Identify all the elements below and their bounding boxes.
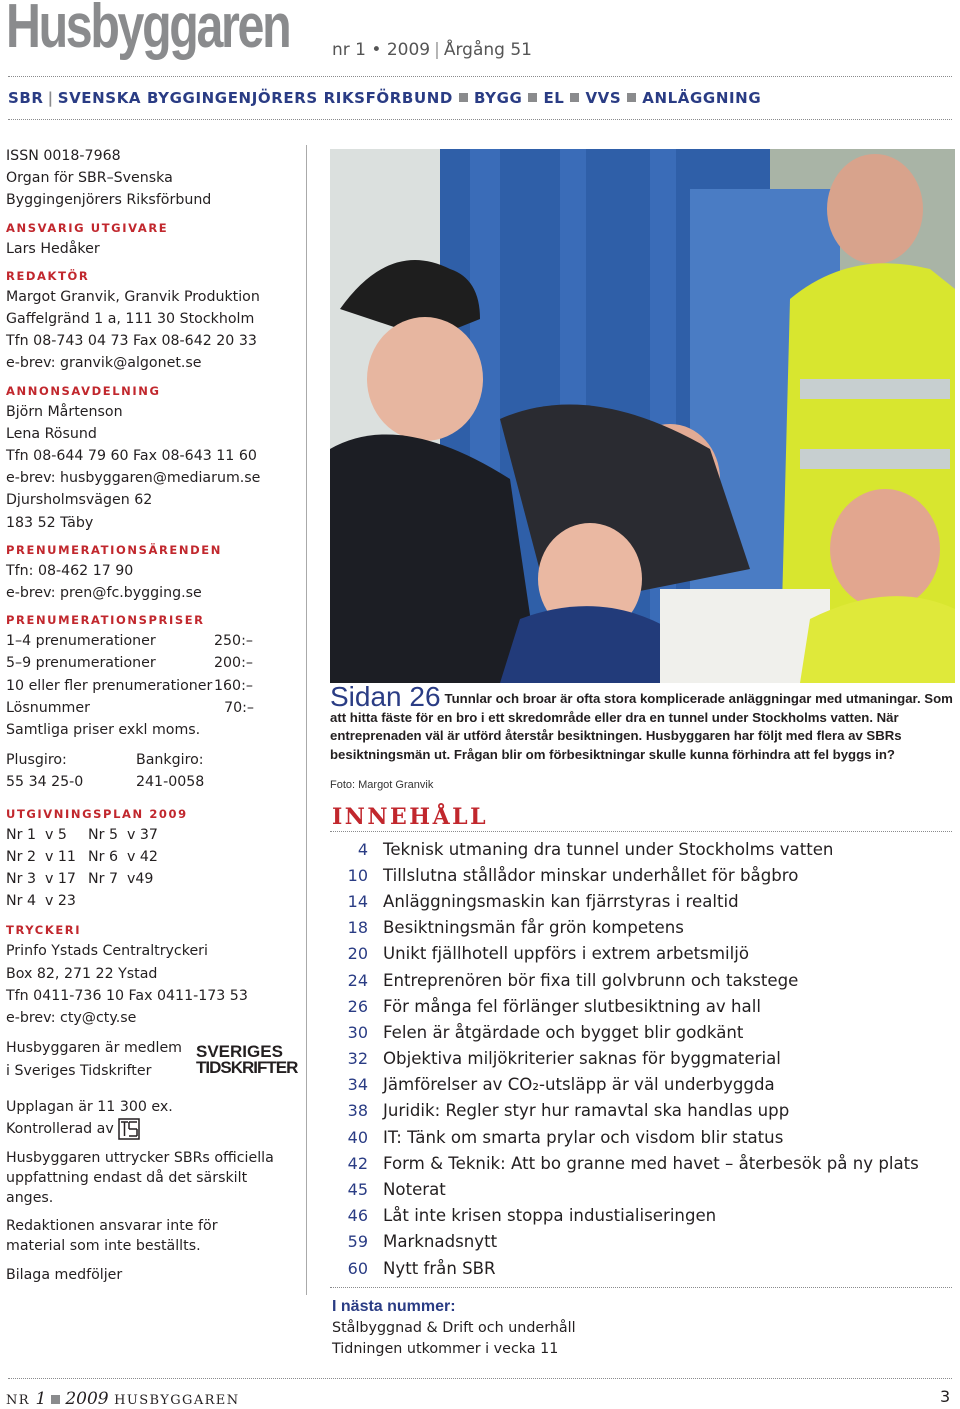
masthead: Husbyggaren (6, 0, 290, 61)
print-line: Prinfo Ystads Centraltryckeri (6, 943, 208, 960)
sveriges-tidskrifter-logo: SVERIGES TIDSKRIFTER (196, 1041, 298, 1077)
toc-item[interactable] (330, 1124, 950, 1150)
toc-page-number: 18 (347, 918, 368, 938)
toc-item[interactable] (330, 1176, 950, 1202)
column-divider (306, 145, 307, 1295)
bullet-icon (459, 93, 468, 102)
plan-row: Nr 4 v 23 (6, 893, 76, 910)
toc-article-title: Låt inte krisen stoppa industialiseringen (383, 1206, 717, 1226)
toc-article-title: Felen är åtgärdade och bygget blir godkänt (383, 1022, 744, 1042)
toc-article-title: Noterat (383, 1180, 446, 1200)
organ-line: Organ för SBR–Svenska (6, 170, 173, 187)
issue-info: nr 1 • 2009 | Årgång 51 (332, 40, 532, 60)
toc-article-title: Nytt från SBR (383, 1258, 496, 1278)
next-issue-line: Stålbyggnad & Drift och underhåll (332, 1320, 576, 1336)
toc-item[interactable] (330, 993, 950, 1019)
ts-logo-icon (118, 1118, 140, 1140)
ads-line: Tfn 08-644 79 60 Fax 08-643 11 60 (6, 448, 257, 465)
print-line: Box 82, 271 22 Ystad (6, 965, 158, 982)
sector-vvs: VVS (585, 89, 622, 107)
toc-item[interactable] (330, 1019, 950, 1045)
footer-folio: NR 1 2009 HUSBYGGAREN (6, 1389, 240, 1409)
toc-item[interactable] (330, 1072, 950, 1098)
sector-anlaggning: ANLÄGGNING (642, 89, 762, 107)
official-line: Husbyggaren uttrycker SBRs officiella (6, 1150, 274, 1167)
toc-article-title: Entreprenören bör fixa till golvbrunn och takstege (383, 970, 799, 990)
editor-line: Tfn 08-743 04 73 Fax 08-642 20 33 (6, 333, 257, 350)
supplement: Bilaga medföljer (6, 1267, 123, 1284)
prices-note: Samtliga priser exkl moms. (6, 722, 201, 739)
subscription-email[interactable]: e-brev: pren@fc.bygging.se (6, 585, 202, 602)
page-number: 3 (940, 1387, 951, 1406)
price-row: Lösnummer 70:– (6, 699, 254, 716)
disclaimer-line: Redaktionen ansvarar inte för (6, 1218, 218, 1235)
editor-heading: REDAKTÖR (6, 268, 90, 283)
svg-text:TS: TS (128, 1133, 131, 1135)
publisher-name: Lars Hedåker (6, 240, 100, 257)
publisher-heading: ANSVARIG UTGIVARE (6, 220, 169, 235)
print-line: Tfn 0411-736 10 Fax 0411-173 53 (6, 987, 248, 1004)
edition: Upplagan är 11 300 ex. (6, 1098, 173, 1115)
header-rule (8, 76, 952, 77)
price-row: 10 eller fler prenumerationer 160:– (6, 677, 253, 694)
toc-page-number: 46 (347, 1206, 368, 1226)
print-heading: TRYCKERI (6, 923, 82, 938)
toc-article-title: Marknadsnytt (383, 1232, 498, 1252)
ads-line: Björn Mårtenson (6, 403, 123, 420)
assoc-short: SBR (8, 89, 44, 107)
next-rule (330, 1287, 952, 1288)
plan-row: Nr 2 v 11 Nr 6 v 42 (6, 848, 158, 865)
toc-item[interactable] (330, 862, 950, 888)
footer-rule (8, 1378, 952, 1379)
toc-item[interactable] (330, 1098, 950, 1124)
toc-item[interactable] (330, 967, 950, 993)
controlled-by: Kontrollerad av TS (6, 1118, 296, 1140)
toc-page-number: 14 (347, 891, 368, 911)
toc-page-number: 59 (347, 1232, 368, 1252)
year-volume: Årgång 51 (443, 40, 532, 60)
toc-page-number: 4 (357, 839, 368, 859)
giro-numbers: 55 34 25-0 241-0058 (6, 774, 205, 791)
toc-article-title: Anläggningsmaskin kan fjärrstyras i realtid (383, 891, 739, 911)
member-line: i Sveriges Tidskrifter (6, 1062, 152, 1079)
subscription-heading: PRENUMERATIONSÄRENDEN (6, 542, 222, 557)
toc-item[interactable] (330, 1046, 950, 1072)
toc-page-number: 60 (347, 1258, 368, 1278)
ads-line: Lena Rösund (6, 425, 97, 442)
sector-bygg: BYGG (473, 89, 523, 107)
membership (6, 1037, 296, 1081)
member-line: Husbyggaren är medlem (6, 1040, 182, 1057)
toc-article-title: Juridik: Regler styr hur ramavtal ska handlas upp (383, 1101, 790, 1121)
toc-page-number: 42 (347, 1153, 368, 1173)
caption-page-ref[interactable]: Sidan 26 (330, 681, 441, 712)
table-of-contents (330, 836, 950, 1281)
ads-email[interactable]: e-brev: husbyggaren@mediarum.se (6, 470, 261, 487)
square-icon (51, 1395, 60, 1404)
photo-credit: Foto: Margot Granvik (330, 779, 434, 791)
toc-article-title: IT: Tänk om smarta prylar och visdom blir status (383, 1127, 784, 1147)
caption-text: Tunnlar och broar är ofta stora komplicerade anläggningar med utmaningar. Som att hitta fäste för en bro i ett skredområde eller dra en tunnel under Stockholms vatten. När entreprenaden väl är utförd återstår besiktningen. Husbyggaren har följt med flera av SBRs besiktningsmän ut. Frågan blir om förbesiktningar skulle kunna förhindra att fel byggs in? (330, 691, 953, 762)
toc-page-number: 26 (347, 996, 368, 1016)
photo-caption (330, 681, 955, 764)
toc-article-title: För många fel förlänger slutbesiktning av hall (383, 996, 761, 1016)
toc-rule (330, 831, 952, 832)
toc-item[interactable] (330, 1203, 950, 1229)
print-email[interactable]: e-brev: cty@cty.se (6, 1010, 137, 1027)
sector-el: EL (543, 89, 565, 107)
ads-line: Djursholmsvägen 62 (6, 492, 153, 509)
toc-item[interactable] (330, 836, 950, 862)
prices-heading: PRENUMERATIONSPRISER (6, 613, 205, 628)
editor-line: Gaffelgränd 1 a, 111 30 Stockholm (6, 311, 255, 328)
toc-page-number: 38 (347, 1101, 368, 1121)
toc-page-number: 40 (347, 1127, 368, 1147)
plan-row: Nr 3 v 17 Nr 7 v49 (6, 871, 154, 888)
toc-title: INNEHÅLL (332, 804, 489, 830)
toc-item[interactable] (330, 1255, 950, 1281)
plan-row: Nr 1 v 5 Nr 5 v 37 (6, 826, 158, 843)
plan-heading: UTGIVNINGSPLAN 2009 (6, 806, 188, 821)
subscription-line: Tfn: 08-462 17 90 (6, 562, 134, 579)
next-issue-title: I nästa nummer: (332, 1298, 456, 1315)
header-rule-2 (8, 119, 952, 120)
toc-page-number: 30 (347, 1022, 368, 1042)
toc-article-title: Besiktningsmän får grön kompetens (383, 918, 684, 938)
editor-email[interactable]: e-brev: granvik@algonet.se (6, 355, 202, 372)
toc-item[interactable] (330, 888, 950, 914)
toc-item[interactable] (330, 915, 950, 941)
editor-line: Margot Granvik, Granvik Produktion (6, 288, 260, 305)
next-issue-line: Tidningen utkommer i vecka 11 (332, 1341, 559, 1357)
giro-labels: Plusgiro: Bankgiro: (6, 752, 204, 769)
price-row: 5–9 prenumerationer 200:– (6, 655, 253, 672)
toc-article-title: Form & Teknik: Att bo granne med havet – återbesök på ny plats (383, 1153, 919, 1173)
toc-page-number: 10 (347, 865, 368, 885)
toc-item[interactable] (330, 1150, 950, 1176)
official-line: anges. (6, 1190, 54, 1207)
toc-article-title: Jämförelser av CO₂-utsläpp är väl underbyggda (383, 1075, 775, 1095)
toc-article-title: Objektiva miljökriterier saknas för byggmaterial (383, 1049, 781, 1069)
price-row: 1–4 prenumerationer 250:– (6, 633, 253, 650)
cover-photo (330, 149, 955, 683)
toc-page-number: 34 (347, 1075, 368, 1095)
bullet-icon (627, 93, 636, 102)
toc-page-number: 20 (347, 944, 368, 964)
toc-item[interactable] (330, 941, 950, 967)
organ-line: Byggingenjörers Riksförbund (6, 192, 212, 209)
official-line: uppfattning endast då det särskilt (6, 1170, 248, 1187)
bullet-icon (528, 93, 537, 102)
ads-heading: ANNONSAVDELNING (6, 383, 161, 398)
disclaimer-line: material som inte beställts. (6, 1238, 201, 1255)
association-banner: SBR | SVENSKA BYGGINGENJÖRERS RIKSFÖRBUND BYGG EL VVS ANLÄGGNING (8, 89, 762, 107)
assoc-full: SVENSKA BYGGINGENJÖRERS RIKSFÖRBUND (57, 89, 453, 107)
colophon (6, 145, 296, 1286)
toc-article-title: Unikt fjällhotell uppförs i extrem arbetsmiljö (383, 944, 749, 964)
bullet-icon (570, 93, 579, 102)
toc-page-number: 32 (347, 1049, 368, 1069)
ads-line: 183 52 Täby (6, 514, 94, 531)
toc-page-number: 45 (347, 1180, 368, 1200)
toc-article-title: Teknisk utmaning dra tunnel under Stockholms vatten (383, 839, 834, 859)
issue-number: nr 1 • 2009 (332, 40, 431, 60)
toc-item[interactable] (330, 1229, 950, 1255)
issn: ISSN 0018-7968 (6, 148, 121, 164)
toc-article-title: Tillslutna stållådor minskar underhållet för bågbro (383, 865, 799, 885)
toc-page-number: 24 (347, 970, 368, 990)
